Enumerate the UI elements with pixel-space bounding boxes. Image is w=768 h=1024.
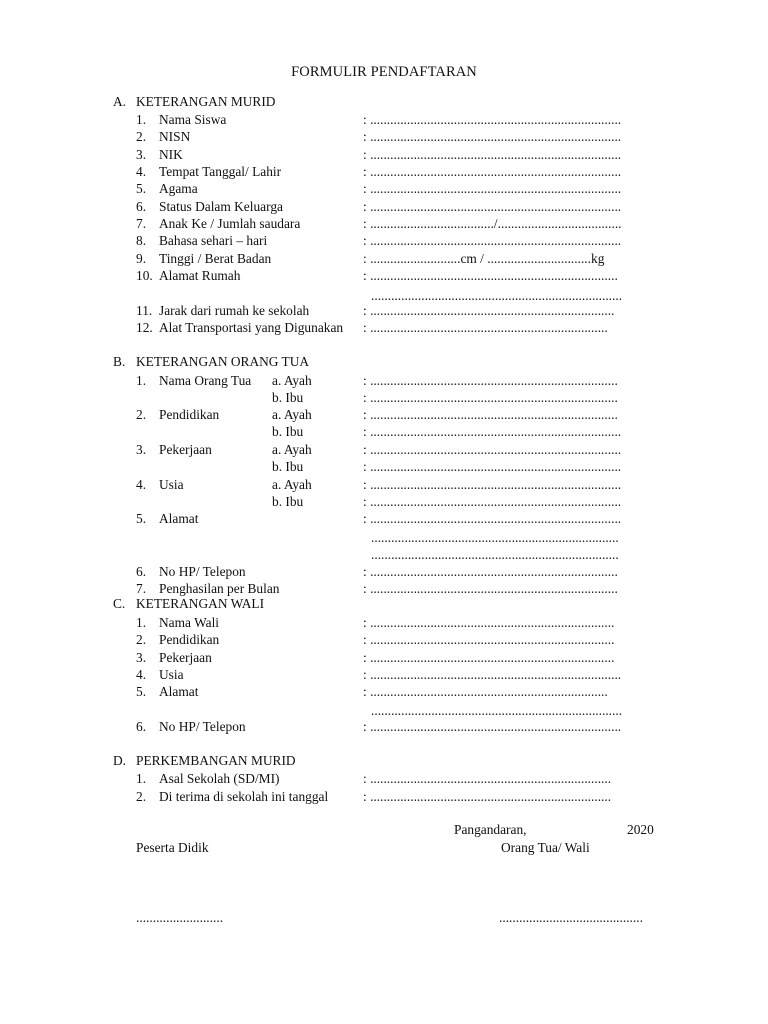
form-row (0, 631, 768, 648)
form-row (0, 232, 768, 249)
form-row (0, 372, 768, 389)
row-number: 5. (136, 181, 147, 196)
row-number: 6. (136, 719, 147, 734)
signature-left-role: Peserta Didik (136, 840, 209, 855)
row-number: 6. (136, 199, 147, 214)
row-label: Alamat (159, 511, 199, 526)
row-label: NISN (159, 129, 191, 144)
form-row (0, 529, 768, 546)
row-label: No HP/ Telepon (159, 719, 246, 734)
row-fill[interactable]: .......................................................................... (371, 530, 619, 545)
row-label: NIK (159, 147, 183, 162)
row-sublabel: a. Ayah (272, 442, 312, 457)
form-row (0, 510, 768, 527)
row-fill[interactable]: : .......................................................................... (363, 390, 618, 405)
row-number: 4. (136, 477, 147, 492)
row-number: 3. (136, 147, 147, 162)
row-fill[interactable]: : ...................................../..................................... (363, 216, 622, 231)
row-fill[interactable]: : .......................................................................... (363, 407, 618, 422)
row-sublabel: b. Ibu (272, 390, 304, 405)
form-row (0, 250, 768, 267)
form-row (0, 702, 768, 719)
row-label: Nama Wali (159, 615, 220, 630)
row-sublabel: a. Ayah (272, 407, 312, 422)
row-label: Anak Ke / Jumlah saudara (159, 216, 301, 231)
row-fill[interactable]: : ........................................................................... (363, 129, 622, 144)
row-fill[interactable]: : ........................................................................ (363, 789, 612, 804)
section-letter: A. (113, 94, 127, 109)
form-row (0, 423, 768, 440)
row-fill[interactable]: .......................................................................... (371, 547, 619, 562)
row-fill[interactable]: : ........................................................................... (363, 424, 622, 439)
row-fill[interactable]: : ........................................................................... (363, 477, 622, 492)
form-row (0, 146, 768, 163)
row-fill[interactable]: : ........................................................................... (363, 112, 622, 127)
form-row (0, 493, 768, 510)
row-fill[interactable]: ........................................................................... (371, 703, 623, 718)
row-number: 5. (136, 511, 147, 526)
section-title: KETERANGAN ORANG TUA (136, 354, 310, 369)
row-number: 2. (136, 632, 147, 647)
row-fill[interactable]: : .......................................................................... (363, 373, 618, 388)
section-letter: C. (113, 596, 126, 611)
row-label: Pekerjaan (159, 442, 212, 457)
row-fill[interactable]: : ...........................cm / ...............................kg (363, 251, 605, 266)
row-sublabel: a. Ayah (272, 373, 312, 388)
signature-right-line: ........................................... (499, 910, 643, 925)
row-number: 11. (136, 303, 153, 318)
row-number: 1. (136, 112, 147, 127)
row-label: Usia (159, 667, 184, 682)
row-label: Alamat Rumah (159, 268, 241, 283)
row-sublabel: b. Ibu (272, 494, 304, 509)
form-row (0, 649, 768, 666)
section-d-heading (113, 753, 296, 769)
form-row (0, 788, 768, 805)
row-label: Bahasa sehari – hari (159, 233, 268, 248)
form-row (0, 563, 768, 580)
row-label: Status Dalam Keluarga (159, 199, 283, 214)
row-number: 1. (136, 771, 147, 786)
form-row (0, 180, 768, 197)
row-number: 1. (136, 615, 147, 630)
row-number: 3. (136, 650, 147, 665)
row-label: No HP/ Telepon (159, 564, 246, 579)
form-row (0, 476, 768, 493)
row-fill[interactable]: : ........................................................................... (363, 147, 622, 162)
row-fill[interactable]: : ........................................................................ (363, 771, 612, 786)
row-number: 4. (136, 164, 147, 179)
row-label: Alamat (159, 684, 199, 699)
row-fill[interactable]: : ....................................................................... (363, 320, 608, 335)
row-label: Penghasilan per Bulan (159, 581, 280, 596)
row-number: 2. (136, 129, 147, 144)
row-number: 10. (136, 268, 153, 283)
row-label: Jarak dari rumah ke sekolah (159, 303, 310, 318)
row-fill[interactable]: : ......................................................................... (363, 615, 615, 630)
row-label: Usia (159, 477, 184, 492)
row-fill[interactable]: : ......................................................................... (363, 632, 615, 647)
row-fill[interactable]: : ........................................................................... (363, 181, 622, 196)
form-row (0, 215, 768, 232)
row-fill[interactable]: : ......................................................................... (363, 650, 615, 665)
form-row (0, 718, 768, 735)
form-row (0, 128, 768, 145)
form-row (0, 389, 768, 406)
row-number: 7. (136, 216, 147, 231)
signature-place: Pangandaran, (454, 822, 527, 837)
form-row (0, 198, 768, 215)
signature-left-line: .......................... (136, 910, 224, 925)
row-number: 5. (136, 684, 147, 699)
row-number: 7. (136, 581, 147, 596)
row-label: Di terima di sekolah ini tanggal (159, 789, 329, 804)
row-number: 4. (136, 667, 147, 682)
signature-year: 2020 (627, 822, 654, 837)
form-title: FORMULIR PENDAFTARAN (291, 64, 477, 80)
form-row (0, 666, 768, 683)
form-row (0, 441, 768, 458)
row-label: Alat Transportasi yang Digunakan (159, 320, 344, 335)
row-label: Agama (159, 181, 198, 196)
form-row (0, 580, 768, 597)
form-row (0, 319, 768, 336)
row-fill[interactable]: : ........................................................................... (363, 511, 622, 526)
row-number: 1. (136, 373, 147, 388)
row-fill[interactable]: : ........................................................................... (363, 442, 622, 457)
row-fill[interactable]: : ........................................................................... (363, 233, 622, 248)
row-number: 9. (136, 251, 147, 266)
form-row (0, 267, 768, 284)
section-title: PERKEMBANGAN MURID (136, 753, 296, 768)
form-row (0, 546, 768, 563)
form-row (0, 163, 768, 180)
section-b-heading (113, 354, 309, 370)
section-letter: B. (113, 354, 126, 369)
form-row (0, 683, 768, 700)
row-sublabel: b. Ibu (272, 459, 304, 474)
row-fill[interactable]: : ........................................................................... (363, 164, 622, 179)
row-fill[interactable]: ........................................................................... (371, 288, 623, 303)
form-row (0, 111, 768, 128)
signature-right-role: Orang Tua/ Wali (501, 840, 590, 855)
row-fill[interactable]: : ........................................................................... (363, 199, 622, 214)
row-label: Pekerjaan (159, 650, 212, 665)
row-number: 12. (136, 320, 153, 335)
row-label: Nama Orang Tua (159, 373, 252, 388)
row-label: Pendidikan (159, 632, 220, 647)
form-row (0, 458, 768, 475)
row-fill[interactable]: : ........................................................................... (363, 494, 622, 509)
form-row (0, 302, 768, 319)
row-number: 3. (136, 442, 147, 457)
row-fill[interactable]: : .......................................................................... (363, 268, 618, 283)
row-fill[interactable]: : ........................................................................... (363, 667, 622, 682)
row-sublabel: a. Ayah (272, 477, 312, 492)
row-fill[interactable]: : .......................................................................... (363, 581, 618, 596)
form-row (0, 770, 768, 787)
section-c-heading (113, 596, 264, 612)
row-fill[interactable]: : ......................................................................... (363, 303, 615, 318)
row-label: Nama Siswa (159, 112, 227, 127)
section-title: KETERANGAN WALI (136, 596, 265, 611)
row-number: 2. (136, 407, 147, 422)
section-letter: D. (113, 753, 127, 768)
section-a-heading (113, 94, 275, 110)
row-sublabel: b. Ibu (272, 424, 304, 439)
row-number: 2. (136, 789, 147, 804)
form-row (0, 406, 768, 423)
row-number: 8. (136, 233, 147, 248)
row-number: 6. (136, 564, 147, 579)
row-fill[interactable]: : ....................................................................... (363, 684, 608, 699)
row-label: Tinggi / Berat Badan (159, 251, 272, 266)
row-fill[interactable]: : ........................................................................... (363, 719, 622, 734)
row-label: Tempat Tanggal/ Lahir (159, 164, 282, 179)
form-row (0, 614, 768, 631)
row-fill[interactable]: : .......................................................................... (363, 564, 618, 579)
section-title: KETERANGAN MURID (136, 94, 276, 109)
row-fill[interactable]: : ........................................................................... (363, 459, 622, 474)
row-label: Asal Sekolah (SD/MI) (159, 771, 280, 786)
row-label: Pendidikan (159, 407, 220, 422)
